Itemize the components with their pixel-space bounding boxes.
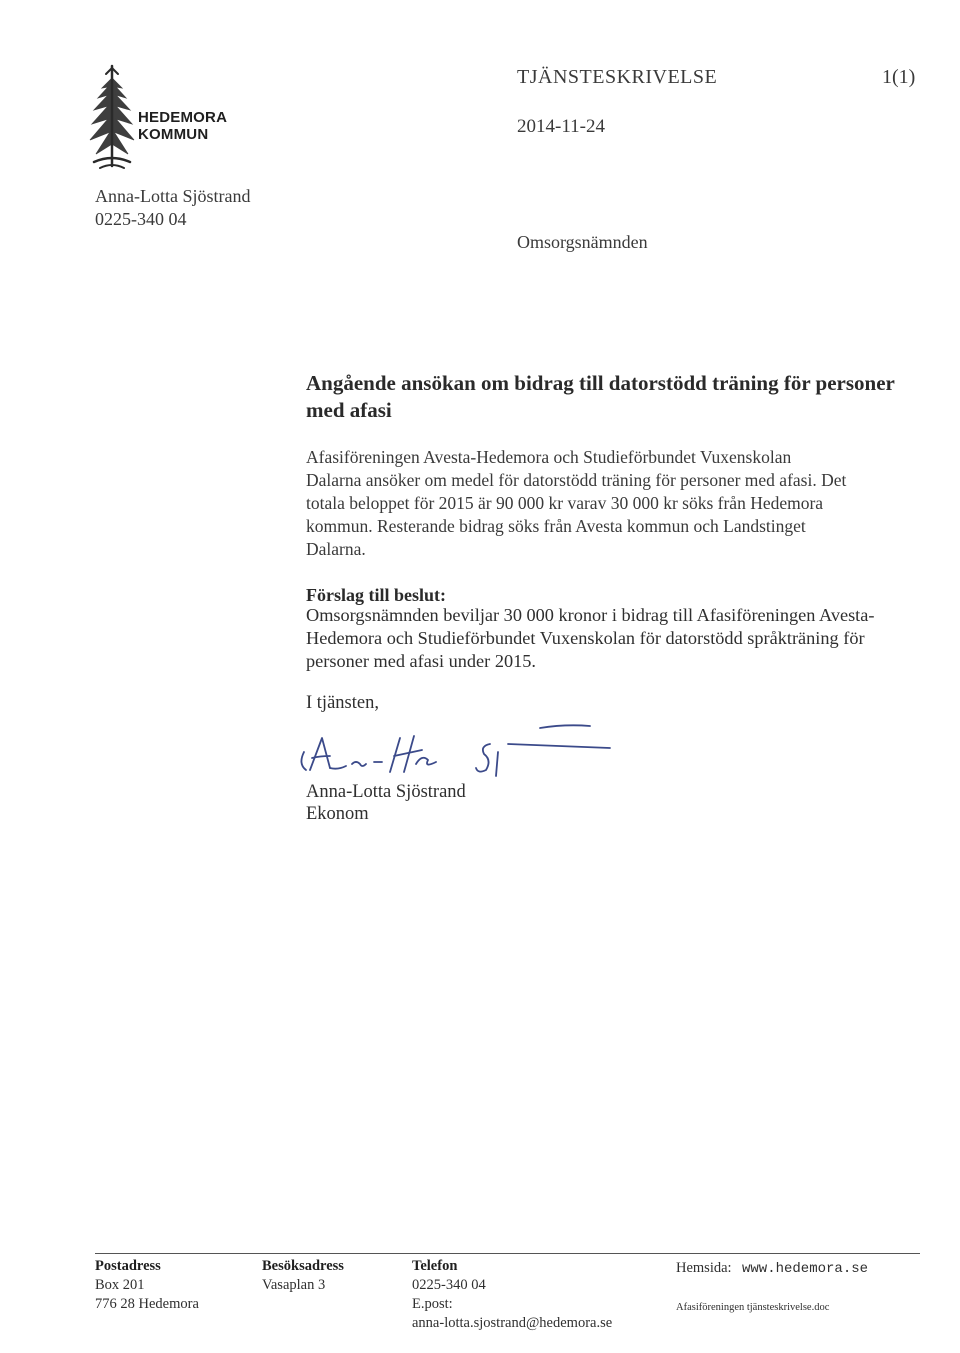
signer-title: Ekonom xyxy=(306,804,369,824)
body-line: Afasiföreningen Avesta-Hedemora och Studieförbundet Vuxenskolan xyxy=(306,447,792,467)
document-type: TJÄNSTESKRIVELSE xyxy=(517,66,718,88)
footer-postal-line1: Box 201 xyxy=(95,1277,145,1293)
logo-text-line1: HEDEMORA xyxy=(138,109,228,126)
footer-website-link[interactable]: www.hedemora.se xyxy=(742,1261,869,1277)
footer-email-link[interactable]: anna-lotta.sjostrand@hedemora.se xyxy=(412,1315,613,1331)
closing-phrase: I tjänsten, xyxy=(306,693,379,713)
footer-phone-label: Telefon xyxy=(412,1258,458,1274)
logo-text-line2: KOMMUN xyxy=(138,126,209,143)
footer-email-label: E.post: xyxy=(412,1296,453,1312)
footer-filename: Afasiföreningen tjänsteskrivelse.doc xyxy=(676,1302,830,1313)
proposal-line: Hedemora och Studieförbundet Vuxenskolan för datorstödd språkträning för xyxy=(306,628,865,648)
subject-heading: Angående ansökan om bidrag till datorstödd träning för personer med afasi xyxy=(306,371,895,422)
sender-phone: 0225-340 04 xyxy=(95,209,187,229)
proposal-title: Förslag till beslut: xyxy=(306,585,446,605)
municipality-logo xyxy=(88,62,258,174)
signer-name: Anna-Lotta Sjöstrand xyxy=(306,782,466,802)
body-line: totala beloppet för 2015 är 90 000 kr varav 30 000 kr söks från Hedemora xyxy=(306,493,824,513)
footer-divider xyxy=(95,1253,920,1254)
footer-visit-label: Besöksadress xyxy=(262,1258,344,1274)
sender-name: Anna-Lotta Sjöstrand xyxy=(95,186,251,206)
document-date: 2014-11-24 xyxy=(517,116,605,137)
body-line: Dalarna. xyxy=(306,539,366,559)
proposal-line: Omsorgsnämnden beviljar 30 000 kronor i bidrag till Afasiföreningen Avesta- xyxy=(306,605,875,625)
footer-postal-line2: 776 28 Hedemora xyxy=(95,1296,199,1312)
footer-website-label: Hemsida: xyxy=(676,1260,732,1276)
footer-postal-label: Postadress xyxy=(95,1258,161,1274)
body-line: kommun. Resterande bidrag söks från Avesta kommun och Landstinget xyxy=(306,516,806,536)
footer-phone-value: 0225-340 04 xyxy=(412,1277,486,1293)
page-number: 1(1) xyxy=(882,66,916,88)
proposal-line: personer med afasi under 2015. xyxy=(306,651,536,671)
body-line: Dalarna ansöker om medel för datorstödd träning för personer med afasi. Det xyxy=(306,470,847,490)
recipient: Omsorgsnämnden xyxy=(517,232,648,252)
spruce-tree-icon xyxy=(88,62,136,172)
footer-visit-line1: Vasaplan 3 xyxy=(262,1277,326,1293)
